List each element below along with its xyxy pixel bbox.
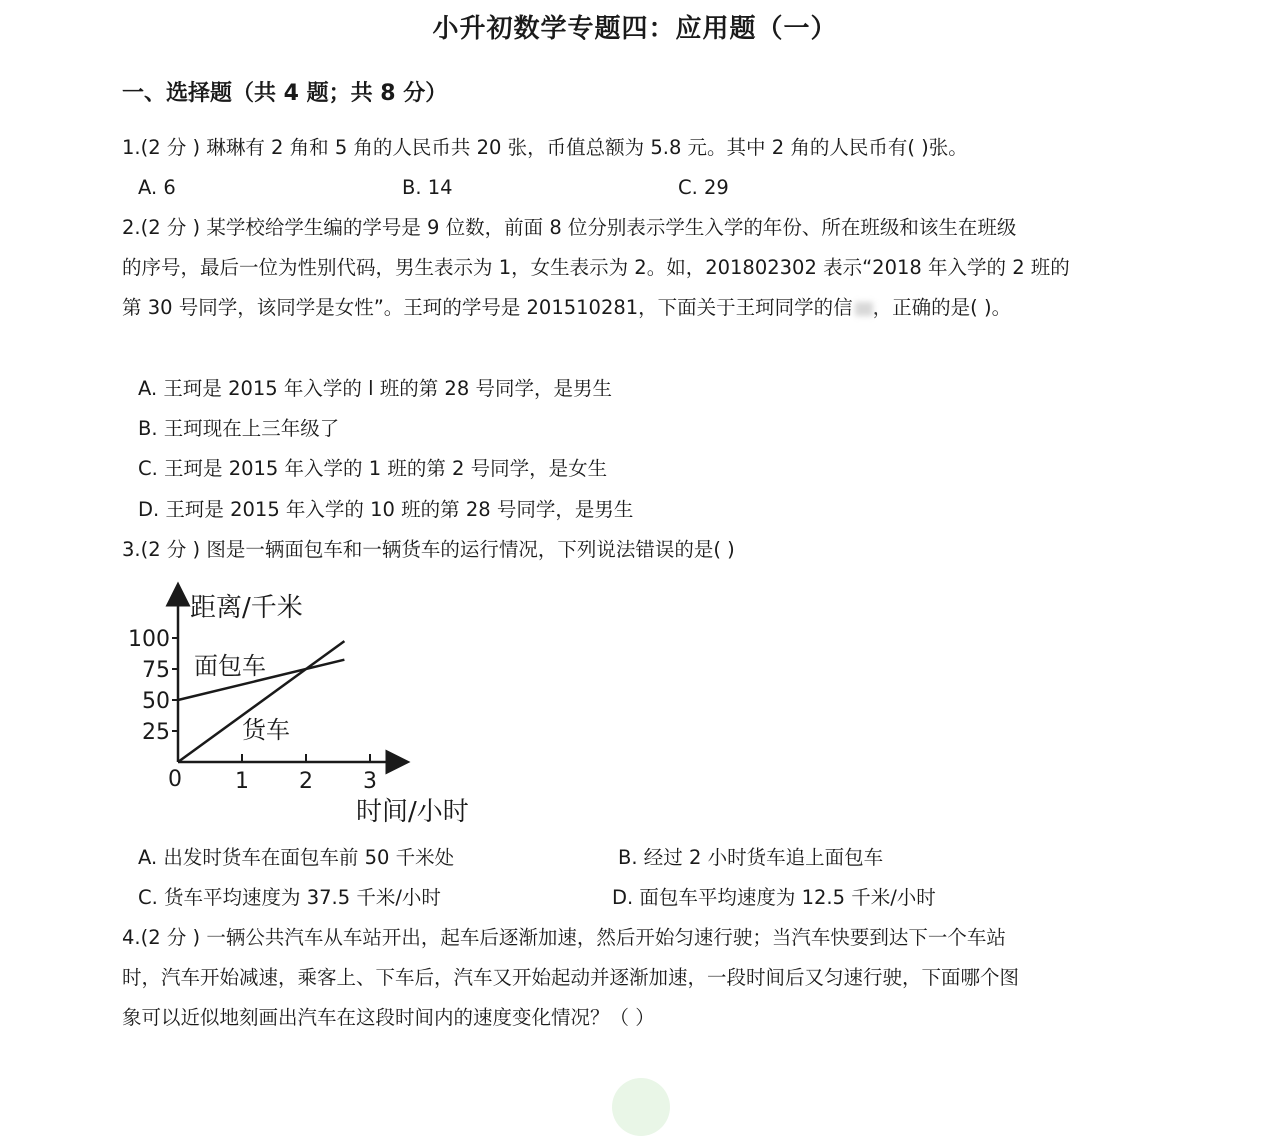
x-axis-label: 时间/小时 [356, 797, 469, 827]
x-tick-label-2: 2 [299, 769, 313, 794]
question-2-option-d: D. 王珂是 2015 年入学的 10 班的第 28 号同学，是男生 [138, 498, 634, 521]
series-label-truck: 货车 [242, 716, 290, 744]
y-axis-label: 距离/千米 [190, 593, 303, 623]
question-1-option-a: A. 6 [138, 176, 176, 199]
question-2-line-2: 的序号，最后一位为性别代码，男生表示为 1，女生表示为 2。如，201802302 表示“2018 年入学的 2 班的 [122, 256, 1070, 279]
question-2-line-3 [122, 288, 1172, 328]
watermark-circle [612, 1078, 670, 1136]
x-tick-label-1: 1 [235, 769, 249, 794]
question-2-option-a: A. 王珂是 2015 年入学的 l 班的第 28 号同学，是男生 [138, 377, 612, 400]
smudge-mark [855, 302, 873, 316]
question-1 [122, 128, 1172, 168]
question-3 [122, 530, 1172, 570]
question-1-option-c: C. 29 [678, 176, 729, 199]
page-title: 小升初数学专题四：应用题（一） [432, 14, 838, 44]
x-tick-label-3: 3 [363, 769, 377, 794]
y-tick-label-25: 25 [142, 720, 170, 745]
question-2 [122, 208, 1172, 328]
question-3-text: 3.(2 分 ) 图是一辆面包车和一辆货车的运行情况，下列说法错误的是( ) [122, 538, 735, 561]
question-2-line-3-b: ，正确的是( )。 [872, 296, 1012, 319]
y-tick-label-50: 50 [142, 689, 170, 714]
question-2-line-1: 2.(2 分 ) 某学校给学生编的学号是 9 位数，前面 8 位分别表示学生入学的年份、所在班级和该生在班级 [122, 216, 1017, 239]
question-4-line-3: 象可以近似地刻画出汽车在这段时间内的速度变化情况？（ ） [122, 1006, 655, 1029]
question-4-line-1: 4.(2 分 ) 一辆公共汽车从车站开出，起车后逐渐加速，然后开始匀速行驶；当汽车快要到达下一个车站 [122, 926, 1006, 949]
y-tick-label-75: 75 [142, 658, 170, 683]
question-4-line-2: 时，汽车开始减速，乘客上、下车后，汽车又开始起动并逐渐加速，一段时间后又匀速行驶，下面哪个图 [122, 966, 1020, 989]
question-3-option-c: C. 货车平均速度为 37.5 千米/小时 [138, 886, 441, 909]
question-1-option-b: B. 14 [402, 176, 453, 199]
distance-time-chart [120, 580, 500, 830]
question-2-option-c: C. 王珂是 2015 年入学的 1 班的第 2 号同学，是女生 [138, 457, 608, 480]
question-3-option-b: B. 经过 2 小时货车追上面包车 [618, 846, 884, 869]
y-tick-label-100: 100 [128, 627, 170, 652]
section-heading: 一、选择题（共 4 题；共 8 分） [122, 81, 448, 106]
question-1-text: 1.(2 分 ) 琳琳有 2 角和 5 角的人民币共 20 张，币值总额为 5.8 元。其中 2 角的人民币有( )张。 [122, 136, 968, 159]
question-2-line-3-a: 第 30 号同学，该同学是女性”。王珂的学号是 201510281，下面关于王珂同学的信 [122, 296, 853, 319]
series-label-minibus: 面包车 [194, 652, 266, 680]
origin-label: 0 [168, 767, 182, 792]
question-3-option-d: D. 面包车平均速度为 12.5 千米/小时 [612, 886, 936, 909]
question-3-option-a: A. 出发时货车在面包车前 50 千米处 [138, 846, 455, 869]
question-4 [122, 918, 1172, 1038]
question-2-option-b: B. 王珂现在上三年级了 [138, 417, 340, 440]
